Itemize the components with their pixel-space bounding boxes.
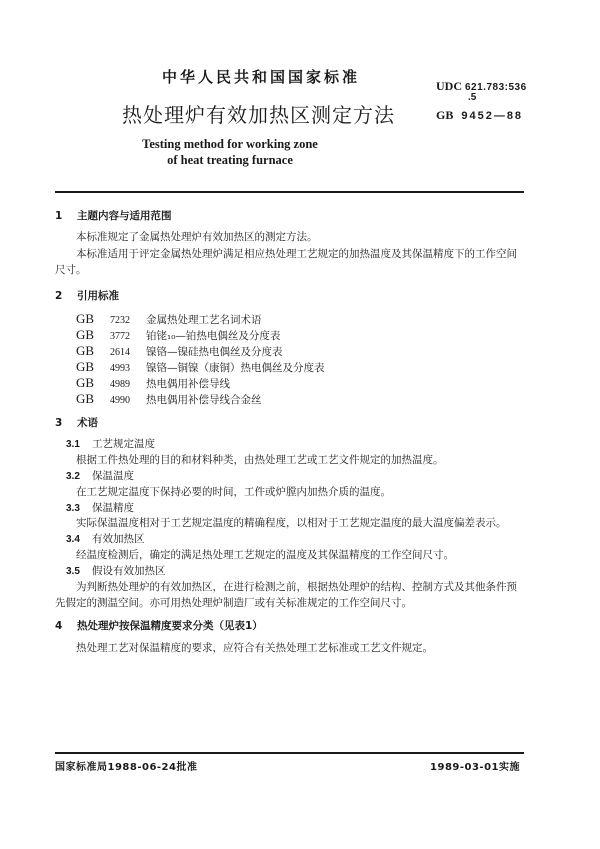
gb-label: GB: [436, 108, 454, 122]
section-1-para2-cont: 尺寸。: [55, 264, 87, 276]
udc-value: 621.783:536: [465, 82, 527, 93]
approval-date: 国家标准局1988-06-24批准: [55, 762, 198, 773]
term-3-1-definition: 根据工件热处理的目的和材料种类，由热处理工艺或工艺文件规定的加热温度。: [76, 454, 444, 466]
section-4-heading: 4 热处理炉按保温精度要求分类（见表1）: [55, 620, 263, 632]
section-1-heading: 1 主题内容与适用范围: [55, 210, 172, 222]
effective-date: 1989-03-01实施: [430, 762, 520, 773]
udc-label: UDC: [436, 79, 462, 93]
section-4-para: 热处理工艺对保温精度的要求，应符合有关热处理工艺标准或工艺文件规定。: [76, 642, 433, 654]
reference-item: GB 3772 铂铑₁₀—铂热电偶丝及分度表: [76, 327, 281, 342]
document-title-cn: 热处理炉有效加热区测定方法: [122, 103, 395, 127]
udc-code: [436, 79, 527, 94]
national-standard-heading: 中华人民共和国国家标准: [162, 68, 361, 86]
reference-item: GB 7232 金属热处理工艺名词术语: [76, 311, 262, 326]
title-en-line2: of heat treating furnace: [167, 153, 293, 167]
gb-value: 9452—88: [461, 110, 524, 122]
term-3-2: 3.2 保温温度: [66, 470, 134, 482]
reference-item: GB 2614 镍铬—镍硅热电偶丝及分度表: [76, 343, 283, 358]
section-3-heading: 3 术语: [55, 417, 98, 429]
section-1-para2: 本标准适用于评定金属热处理炉满足相应热处理工艺规定的加热温度及其保温精度下的工作空间: [76, 248, 517, 260]
footer-rule: [55, 752, 524, 754]
reference-item: GB 4993 镍铬—铜镍（康铜）热电偶丝及分度表: [76, 359, 325, 374]
reference-item: GB 4990 热电偶用补偿导线合金丝: [76, 391, 262, 406]
section-1-para1: 本标准规定了金属热处理炉有效加热区的测定方法。: [76, 231, 318, 243]
reference-item: GB 4989 热电偶用补偿导线: [76, 375, 230, 390]
title-en-line1: Testing method for working zone: [142, 137, 318, 151]
document-title-en: [0, 136, 460, 168]
header-rule: [55, 191, 524, 193]
term-3-4: 3.4 有效加热区: [66, 533, 145, 545]
gb-number: [436, 108, 523, 123]
section-2-heading: 2 引用标准: [55, 290, 119, 302]
term-3-3-definition: 实际保温温度相对于工艺规定温度的精确程度，以相对于工艺规定温度的最大温度偏差表示。: [76, 517, 507, 529]
term-3-1: 3.1 工艺规定温度: [66, 438, 155, 450]
term-3-5-definition-cont: 先假定的测温空间。亦可用热处理炉制造厂或有关标准规定的工作空间尺寸。: [55, 597, 412, 609]
term-3-3: 3.3 保温精度: [66, 502, 134, 514]
term-3-2-definition: 在工艺规定温度下保持必要的时间，工件或炉膛内加热介质的温度。: [76, 486, 391, 498]
udc-code-cont: .5: [468, 92, 477, 103]
term-3-5-definition: 为判断热处理炉的有效加热区，在进行检测之前，根据热处理炉的结构、控制方式及其他条件预: [76, 581, 517, 593]
term-3-5: 3.5 假设有效加热区: [66, 565, 166, 577]
term-3-4-definition: 经温度检测后，确定的满足热处理工艺规定的温度及其保温精度的工作空间尺寸。: [76, 549, 454, 561]
